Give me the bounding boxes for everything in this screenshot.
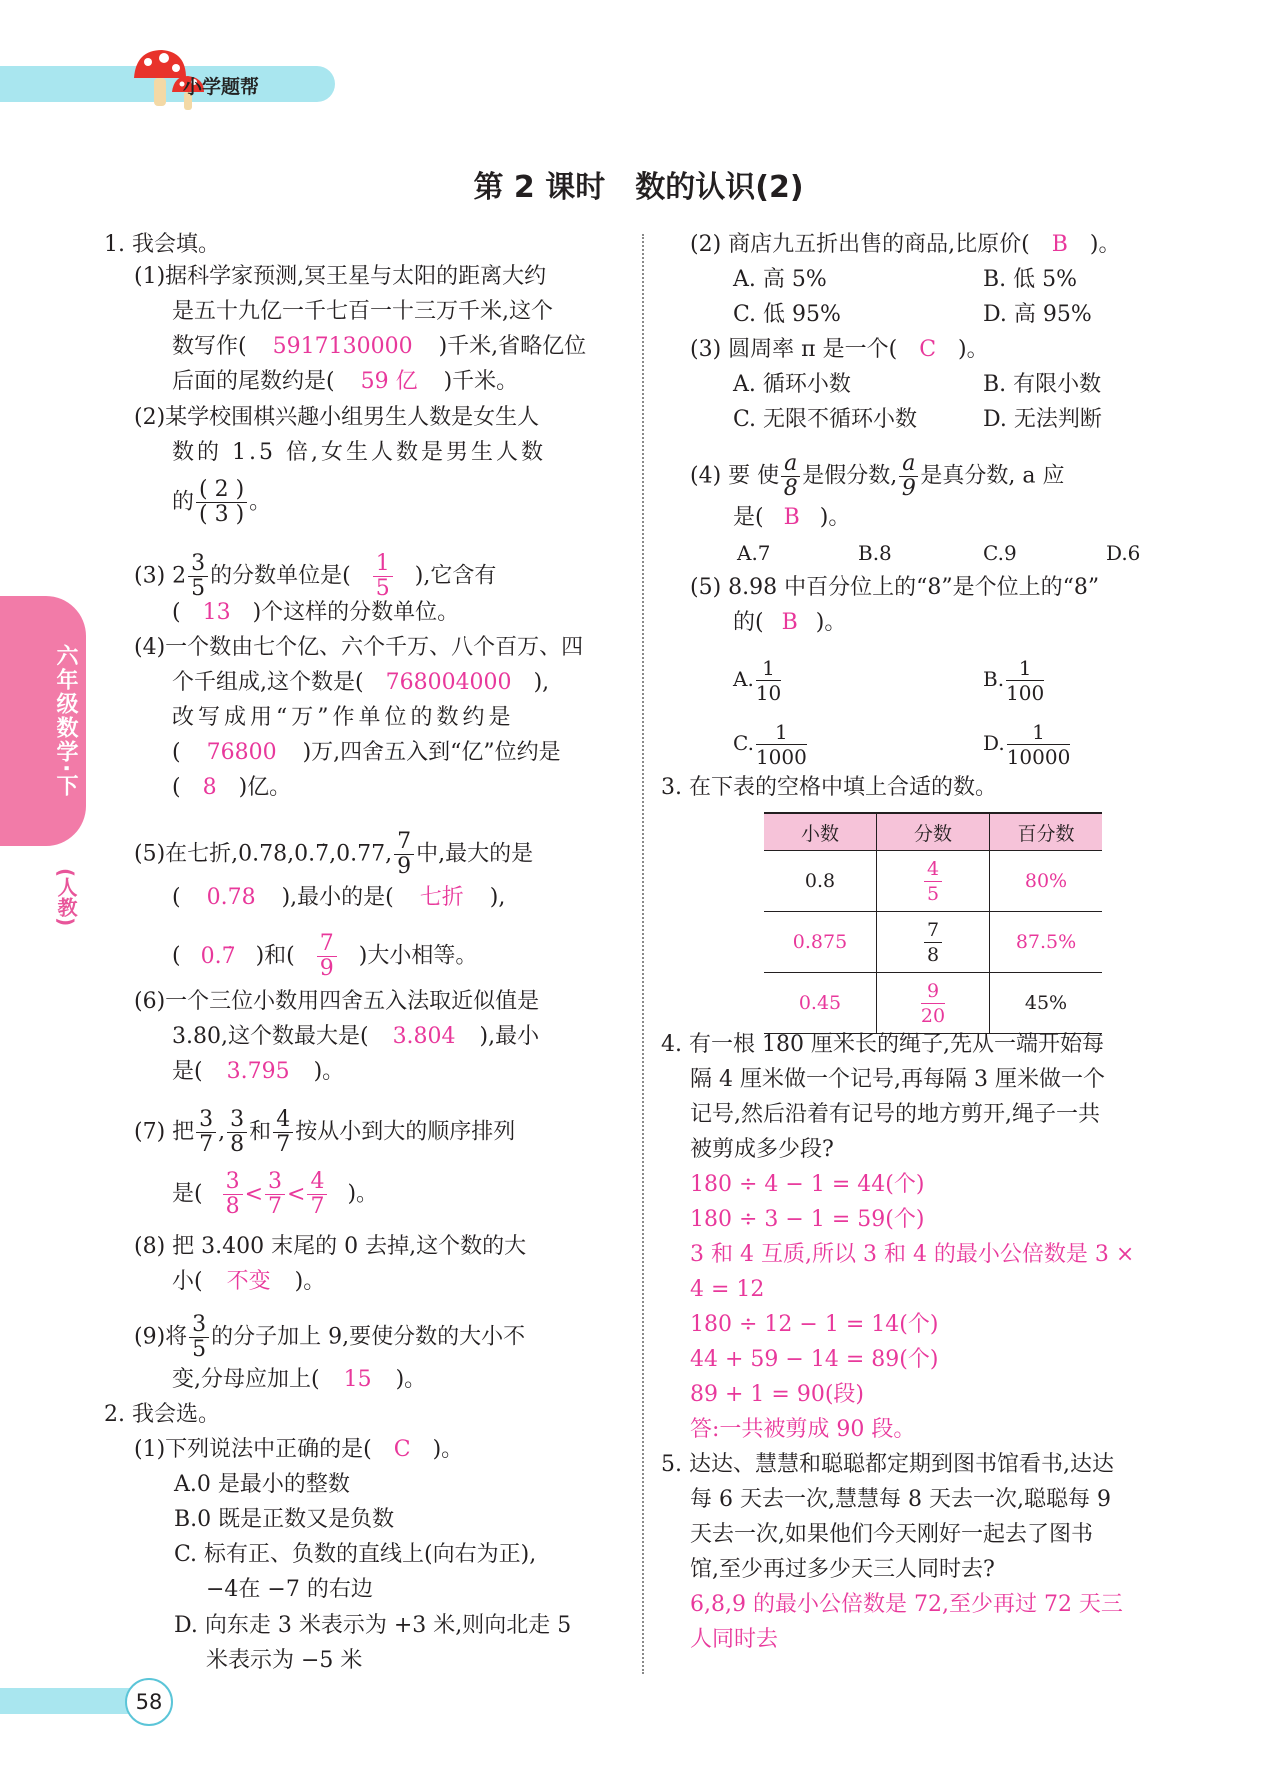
q7-a-d: 7 bbox=[310, 1194, 325, 1219]
grade-side-tab bbox=[0, 596, 86, 846]
table-cell-answer: 0.875 bbox=[764, 912, 877, 973]
table-cell-answer: 87.5% bbox=[990, 912, 1103, 973]
table-row bbox=[764, 912, 1102, 973]
q6-text: 是( bbox=[172, 1059, 203, 1084]
q4-problem-line2: 隔 4 厘米做一个记号,再每隔 3 厘米做一个 bbox=[690, 1067, 1105, 1092]
solution-4-answer: 答:一共被剪成 90 段。 bbox=[690, 1417, 916, 1442]
c4-gn: a bbox=[899, 452, 918, 477]
c4-text: 是真分数, a 应 bbox=[920, 463, 1065, 489]
c4-text: 是假分数, bbox=[802, 463, 898, 489]
q5-text: )大小相等。 bbox=[358, 943, 478, 969]
c3-text: )。 bbox=[958, 337, 989, 362]
c3-answer: C bbox=[919, 337, 937, 362]
q8-text: 小( bbox=[172, 1269, 203, 1294]
c5-dd: 10000 bbox=[1006, 745, 1071, 769]
c5-d-label: D. bbox=[983, 731, 1005, 755]
q4-line5 bbox=[172, 773, 291, 803]
c4-fd: 8 bbox=[783, 476, 798, 501]
c3-line1 bbox=[690, 335, 989, 365]
c4-option-b: B.8 bbox=[858, 541, 892, 565]
c5-answer: B bbox=[781, 610, 798, 635]
c3-option-b: B. 有限小数 bbox=[983, 372, 1102, 397]
q7-text: )。 bbox=[347, 1181, 379, 1207]
q2-line2: 数的 1.5 倍,女生人数是男生人数 bbox=[172, 440, 546, 465]
solution-4-line: 180 ÷ 3 − 1 = 59(个) bbox=[690, 1207, 925, 1232]
q7-text: , bbox=[218, 1119, 226, 1145]
q7-f2d: 8 bbox=[230, 1132, 245, 1157]
q7-a-d: 7 bbox=[268, 1194, 283, 1219]
section-3-heading: 3. 在下表的空格中填上合适的数。 bbox=[661, 775, 997, 800]
q3-fraction bbox=[188, 552, 208, 601]
q7-text: 按从小到大的顺序排列 bbox=[295, 1119, 516, 1145]
q9-answer: 15 bbox=[343, 1367, 372, 1392]
c4-text: )。 bbox=[819, 505, 851, 530]
table-header-row bbox=[764, 813, 1102, 851]
c4-fraction-1 bbox=[781, 452, 800, 501]
q5-text: ),最小的是( bbox=[281, 885, 394, 910]
q9-text: )。 bbox=[395, 1367, 427, 1392]
q1-text: )千米,省略亿位 bbox=[438, 334, 587, 359]
table-cell bbox=[877, 912, 990, 973]
q3-ad: 5 bbox=[375, 576, 390, 601]
q4-text: ( bbox=[172, 775, 181, 800]
c2-text: )。 bbox=[1089, 232, 1121, 257]
section-1-heading: 1. 我会填。 bbox=[104, 232, 220, 257]
c2-text: (2) 商店九五折出售的商品,比原价( bbox=[690, 232, 1030, 257]
c5-ad: 10 bbox=[755, 681, 782, 705]
q5-fd: 9 bbox=[397, 854, 412, 879]
edition-label: (人教) bbox=[54, 868, 78, 927]
c4-line2 bbox=[733, 503, 850, 533]
q5-line3 bbox=[172, 932, 477, 981]
q3-line2 bbox=[172, 598, 459, 628]
table-cell-answer bbox=[877, 851, 990, 912]
q6-text: 3.80,这个数最大是( bbox=[172, 1024, 369, 1049]
q4-line2 bbox=[172, 668, 549, 698]
q2-text: 的 bbox=[172, 489, 195, 515]
solution-4-line: 44 + 59 − 14 = 89(个) bbox=[690, 1347, 939, 1372]
q7-text: 和 bbox=[249, 1119, 272, 1145]
page-title: 第 2 课时 数的认识(2) bbox=[473, 170, 804, 205]
q1-line3 bbox=[172, 332, 586, 362]
q5-a4n: 7 bbox=[317, 932, 337, 957]
q5-text: (5)在七折,0.78,0.7̇,0.77, bbox=[134, 841, 393, 867]
c4-answer: B bbox=[783, 505, 800, 530]
q5-a4d: 9 bbox=[319, 956, 334, 981]
q7-answer bbox=[221, 1169, 330, 1219]
c1-option-d-cont: 米表示为 −5 米 bbox=[206, 1648, 363, 1673]
cell-fd: 5 bbox=[926, 882, 940, 905]
cell-fd: 8 bbox=[926, 943, 940, 966]
q6-text: ),最小 bbox=[479, 1024, 540, 1049]
q5-fn: 7 bbox=[394, 830, 414, 855]
q7-ans-f1 bbox=[223, 1170, 243, 1219]
c5-dn: 1 bbox=[1007, 720, 1071, 745]
c1-option-c: C. 标有正、负数的直线上(向右为正), bbox=[174, 1542, 537, 1567]
q7-f2n: 3 bbox=[227, 1108, 247, 1133]
q7-a-n: 3 bbox=[223, 1170, 243, 1195]
q9-fn: 3 bbox=[189, 1313, 209, 1338]
footer-bar bbox=[0, 1688, 135, 1714]
c3-option-d: D. 无法判断 bbox=[983, 407, 1102, 432]
table-header: 小数 bbox=[764, 813, 877, 851]
q7-a-n: 4 bbox=[307, 1170, 327, 1195]
q4-text: )亿。 bbox=[238, 775, 292, 800]
c5-a-fraction bbox=[756, 656, 781, 705]
grade-label: 六年级数学·下 bbox=[53, 644, 78, 799]
c4-gd: 9 bbox=[901, 476, 916, 501]
q3-answer-2: 13 bbox=[202, 600, 231, 625]
c4-fraction-2 bbox=[899, 452, 918, 501]
q4-line1: (4)一个数由七个亿、六个千万、八个百万、四 bbox=[134, 635, 584, 660]
q6-line3 bbox=[172, 1057, 344, 1087]
brand-name: 小学题帮 bbox=[183, 76, 260, 98]
q5-answer-3: 0.7̇ bbox=[200, 943, 236, 969]
c5-line1: (5) 8.98 中百分位上的“8”是个位上的“8” bbox=[690, 575, 1100, 600]
q3-line1 bbox=[134, 552, 496, 601]
c5-an: 1 bbox=[756, 656, 781, 681]
q8-answer: 不变 bbox=[226, 1269, 271, 1294]
q1-text: 后面的尾数约是( bbox=[172, 369, 335, 394]
c2-option-b: B. 低 5% bbox=[983, 267, 1078, 292]
q3-answer-1 bbox=[373, 552, 393, 601]
table-cell-answer: 0.45 bbox=[764, 973, 877, 1034]
q7-line1 bbox=[134, 1108, 515, 1157]
q3-text: )个这样的分数单位。 bbox=[252, 600, 460, 625]
q4-text: 个千组成,这个数是( bbox=[172, 670, 364, 695]
c1-line1 bbox=[134, 1435, 463, 1465]
q9-text: (9)将 bbox=[134, 1324, 188, 1350]
q3-fd: 5 bbox=[191, 576, 206, 601]
q3-text: ),它含有 bbox=[414, 563, 497, 589]
c4-fn: a bbox=[781, 452, 800, 477]
c5-line2 bbox=[733, 608, 846, 638]
c5-c-label: C. bbox=[733, 731, 754, 755]
table-fraction bbox=[924, 857, 942, 906]
q2-answer-fraction bbox=[196, 478, 247, 527]
q5-answer-4 bbox=[317, 932, 337, 981]
q7-f1n: 3 bbox=[196, 1108, 216, 1133]
table-header: 百分数 bbox=[990, 813, 1103, 851]
table-row bbox=[764, 851, 1102, 912]
q2-line3 bbox=[172, 478, 271, 527]
page-number: 58 bbox=[125, 1678, 173, 1726]
q5-text: ( bbox=[172, 943, 181, 969]
q2-num: ( 2 ) bbox=[196, 478, 247, 503]
q4-answer-1: 768004000 bbox=[385, 670, 512, 695]
q7-a-d: 8 bbox=[225, 1194, 240, 1219]
q5-text: )和( bbox=[255, 943, 295, 969]
q7-lt: < bbox=[287, 1181, 306, 1207]
c2-line1 bbox=[690, 230, 1121, 260]
q6-answer-1: 3.804 bbox=[392, 1024, 456, 1049]
column-divider bbox=[642, 234, 644, 1674]
c5-option-b bbox=[983, 656, 1046, 705]
c5-b-label: B. bbox=[983, 667, 1005, 691]
c2-option-d: D. 高 95% bbox=[983, 302, 1092, 327]
q7-fraction-1 bbox=[196, 1108, 216, 1157]
q1-text: )千米。 bbox=[443, 369, 519, 394]
q6-text: )。 bbox=[313, 1059, 345, 1084]
c5-cn: 1 bbox=[756, 720, 807, 745]
cell-fn: 9 bbox=[921, 979, 945, 1004]
c1-option-a: A.0 是最小的整数 bbox=[174, 1472, 350, 1497]
c1-text: )。 bbox=[432, 1437, 464, 1462]
q6-line1: (6)一个三位小数用四舍五入法取近似值是 bbox=[134, 989, 540, 1014]
q7-f3d: 7 bbox=[276, 1132, 291, 1157]
c5-cd: 1000 bbox=[755, 745, 807, 769]
c4-option-a: A.7 bbox=[737, 541, 771, 565]
q3-text: ( bbox=[172, 600, 181, 625]
q7-fraction-2 bbox=[227, 1108, 247, 1157]
q5-answer-1: 0.78 bbox=[206, 885, 256, 910]
q5-problem-line4: 馆,至少再过多少天三人同时去? bbox=[690, 1557, 995, 1582]
table-cell: 45% bbox=[990, 973, 1103, 1034]
q5-line1 bbox=[134, 830, 533, 879]
q1-answer-2: 59 亿 bbox=[360, 369, 418, 394]
q4-problem-line4: 被剪成多少段? bbox=[690, 1137, 834, 1162]
c2-option-c: C. 低 95% bbox=[733, 302, 841, 327]
q4-line4 bbox=[172, 738, 561, 768]
q1-answer-1: 5917130000 bbox=[272, 334, 413, 359]
q5-text: ( bbox=[172, 885, 181, 910]
q9-line2 bbox=[172, 1365, 426, 1395]
q5-line2 bbox=[172, 883, 505, 913]
cell-fd: 20 bbox=[920, 1004, 946, 1027]
table-row bbox=[764, 973, 1102, 1034]
q7-f1d: 7 bbox=[199, 1132, 214, 1157]
c5-d-fraction bbox=[1007, 720, 1071, 769]
q1-line4 bbox=[172, 367, 518, 397]
q7-a-n: 3 bbox=[265, 1170, 285, 1195]
q4-line3: 改写成用“万”作单位的数约是 bbox=[172, 705, 515, 730]
table-cell-answer bbox=[877, 973, 990, 1034]
table-fraction bbox=[924, 918, 942, 967]
table-header: 分数 bbox=[877, 813, 990, 851]
q4-answer-3: 8 bbox=[202, 775, 217, 800]
q5-text: 中,最大的是 bbox=[416, 841, 534, 867]
q3-fn: 3 bbox=[188, 552, 208, 577]
c1-option-c-cont: −4在 −7 的右边 bbox=[206, 1577, 373, 1602]
c4-option-c: C.9 bbox=[983, 541, 1017, 565]
q3-text: 的分数单位是( bbox=[210, 563, 351, 589]
c1-text: (1)下列说法中正确的是( bbox=[134, 1437, 372, 1462]
c1-answer: C bbox=[393, 1437, 411, 1462]
q8-line2 bbox=[172, 1267, 325, 1297]
q9-line1 bbox=[134, 1313, 525, 1362]
q7-text: (7) 把 bbox=[134, 1119, 195, 1145]
q8-text: )。 bbox=[294, 1269, 326, 1294]
c3-option-a: A. 循环小数 bbox=[733, 372, 851, 397]
c5-b-fraction bbox=[1006, 656, 1044, 705]
q4-problem-line1: 4. 有一根 180 厘米长的绳子,先从一端开始每 bbox=[661, 1032, 1104, 1057]
c4-text: 是( bbox=[733, 505, 764, 530]
c5-option-c bbox=[733, 720, 809, 769]
section-2-heading: 2. 我会选。 bbox=[104, 1402, 220, 1427]
table-cell-answer: 80% bbox=[990, 851, 1103, 912]
c2-option-a: A. 高 5% bbox=[733, 267, 827, 292]
q5-problem-line1: 5. 达达、慧慧和聪聪都定期到图书馆看书,达达 bbox=[661, 1452, 1114, 1477]
solution-4-line: 180 ÷ 4 − 1 = 44(个) bbox=[690, 1172, 925, 1197]
q5-text: ), bbox=[489, 885, 506, 910]
q9-fd: 5 bbox=[192, 1337, 207, 1362]
q5-answer-2: 七折 bbox=[419, 885, 464, 910]
c5-option-a bbox=[733, 656, 783, 705]
q9-text: 的分子加上 9,要使分数的大小不 bbox=[211, 1324, 526, 1350]
q4-text: ( bbox=[172, 740, 181, 765]
c5-a-label: A. bbox=[733, 667, 754, 691]
c4-option-d: D.6 bbox=[1106, 541, 1141, 565]
q5-problem-line2: 每 6 天去一次,慧慧每 8 天去一次,聪聪每 9 bbox=[690, 1487, 1111, 1512]
solution-4-line: 180 ÷ 12 − 1 = 14(个) bbox=[690, 1312, 939, 1337]
cell-fn: 7 bbox=[924, 918, 942, 943]
q9-text: 变,分母应加上( bbox=[172, 1367, 320, 1392]
c5-bd: 100 bbox=[1006, 681, 1045, 705]
q1-line2: 是五十九亿一千七百一十三万千米,这个 bbox=[172, 299, 553, 324]
q7-line2 bbox=[172, 1170, 378, 1219]
conversion-table bbox=[764, 812, 1102, 1034]
c5-text: 的( bbox=[733, 610, 764, 635]
solution-4-line: 3 和 4 互质,所以 3 和 4 的最小公倍数是 3 × bbox=[690, 1242, 1135, 1267]
q4-text: )万,四舍五入到“亿”位约是 bbox=[302, 740, 561, 765]
q6-line2 bbox=[172, 1022, 539, 1052]
q7-f3n: 4 bbox=[273, 1108, 293, 1133]
cell-fn: 4 bbox=[924, 857, 942, 882]
c1-option-b: B.0 既是正数又是负数 bbox=[174, 1507, 395, 1532]
c5-c-fraction bbox=[756, 720, 807, 769]
q4-problem-line3: 记号,然后沿着有记号的地方剪开,绳子一共 bbox=[690, 1102, 1100, 1127]
q2-text: 。 bbox=[249, 489, 272, 515]
c3-text: (3) 圆周率 π 是一个( bbox=[690, 337, 898, 362]
solution-4-line: 4 = 12 bbox=[690, 1277, 765, 1302]
q7-fraction-3 bbox=[273, 1108, 293, 1157]
c5-option-d bbox=[983, 720, 1072, 769]
q1-line1: (1)据科学家预测,冥王星与太阳的距离大约 bbox=[134, 264, 547, 289]
solution-5-line: 人同时去 bbox=[690, 1627, 779, 1652]
q8-line1: (8) 把 3.400 末尾的 0 去掉,这个数的大 bbox=[134, 1234, 527, 1259]
solution-4-line: 89 + 1 = 90(段) bbox=[690, 1382, 864, 1407]
solution-5-line: 6,8,9 的最小公倍数是 72,至少再过 72 天三 bbox=[690, 1592, 1123, 1617]
q2-den: ( 3 ) bbox=[199, 502, 245, 527]
c4-text: (4) 要 使 bbox=[690, 463, 780, 489]
q7-text: 是( bbox=[172, 1181, 203, 1207]
q3-an: 1 bbox=[373, 552, 393, 577]
table-cell: 0.8 bbox=[764, 851, 877, 912]
q1-text: 数写作( bbox=[172, 334, 247, 359]
q7-ans-f2 bbox=[265, 1170, 285, 1219]
q7-ans-f3 bbox=[307, 1170, 327, 1219]
table-fraction bbox=[921, 979, 945, 1028]
q5-problem-line3: 天去一次,如果他们今天刚好一起去了图书 bbox=[690, 1522, 1093, 1547]
q9-fraction bbox=[189, 1313, 209, 1362]
c3-option-c: C. 无限不循环小数 bbox=[733, 407, 918, 432]
q2-line1: (2)某学校围棋兴趣小组男生人数是女生人 bbox=[134, 405, 540, 430]
q5-fraction bbox=[394, 830, 414, 879]
c5-text: )。 bbox=[815, 610, 847, 635]
q4-text: ), bbox=[533, 670, 550, 695]
q4-answer-2: 76800 bbox=[206, 740, 277, 765]
c2-answer: B bbox=[1051, 232, 1068, 257]
c5-bn: 1 bbox=[1006, 656, 1044, 681]
c1-option-d: D. 向东走 3 米表示为 +3 米,则向北走 5 bbox=[174, 1613, 572, 1638]
q3-text: (3) 2 bbox=[134, 563, 187, 589]
q6-answer-2: 3.795 bbox=[226, 1059, 290, 1084]
q7-lt: < bbox=[244, 1181, 264, 1207]
c4-line1 bbox=[690, 452, 1065, 501]
